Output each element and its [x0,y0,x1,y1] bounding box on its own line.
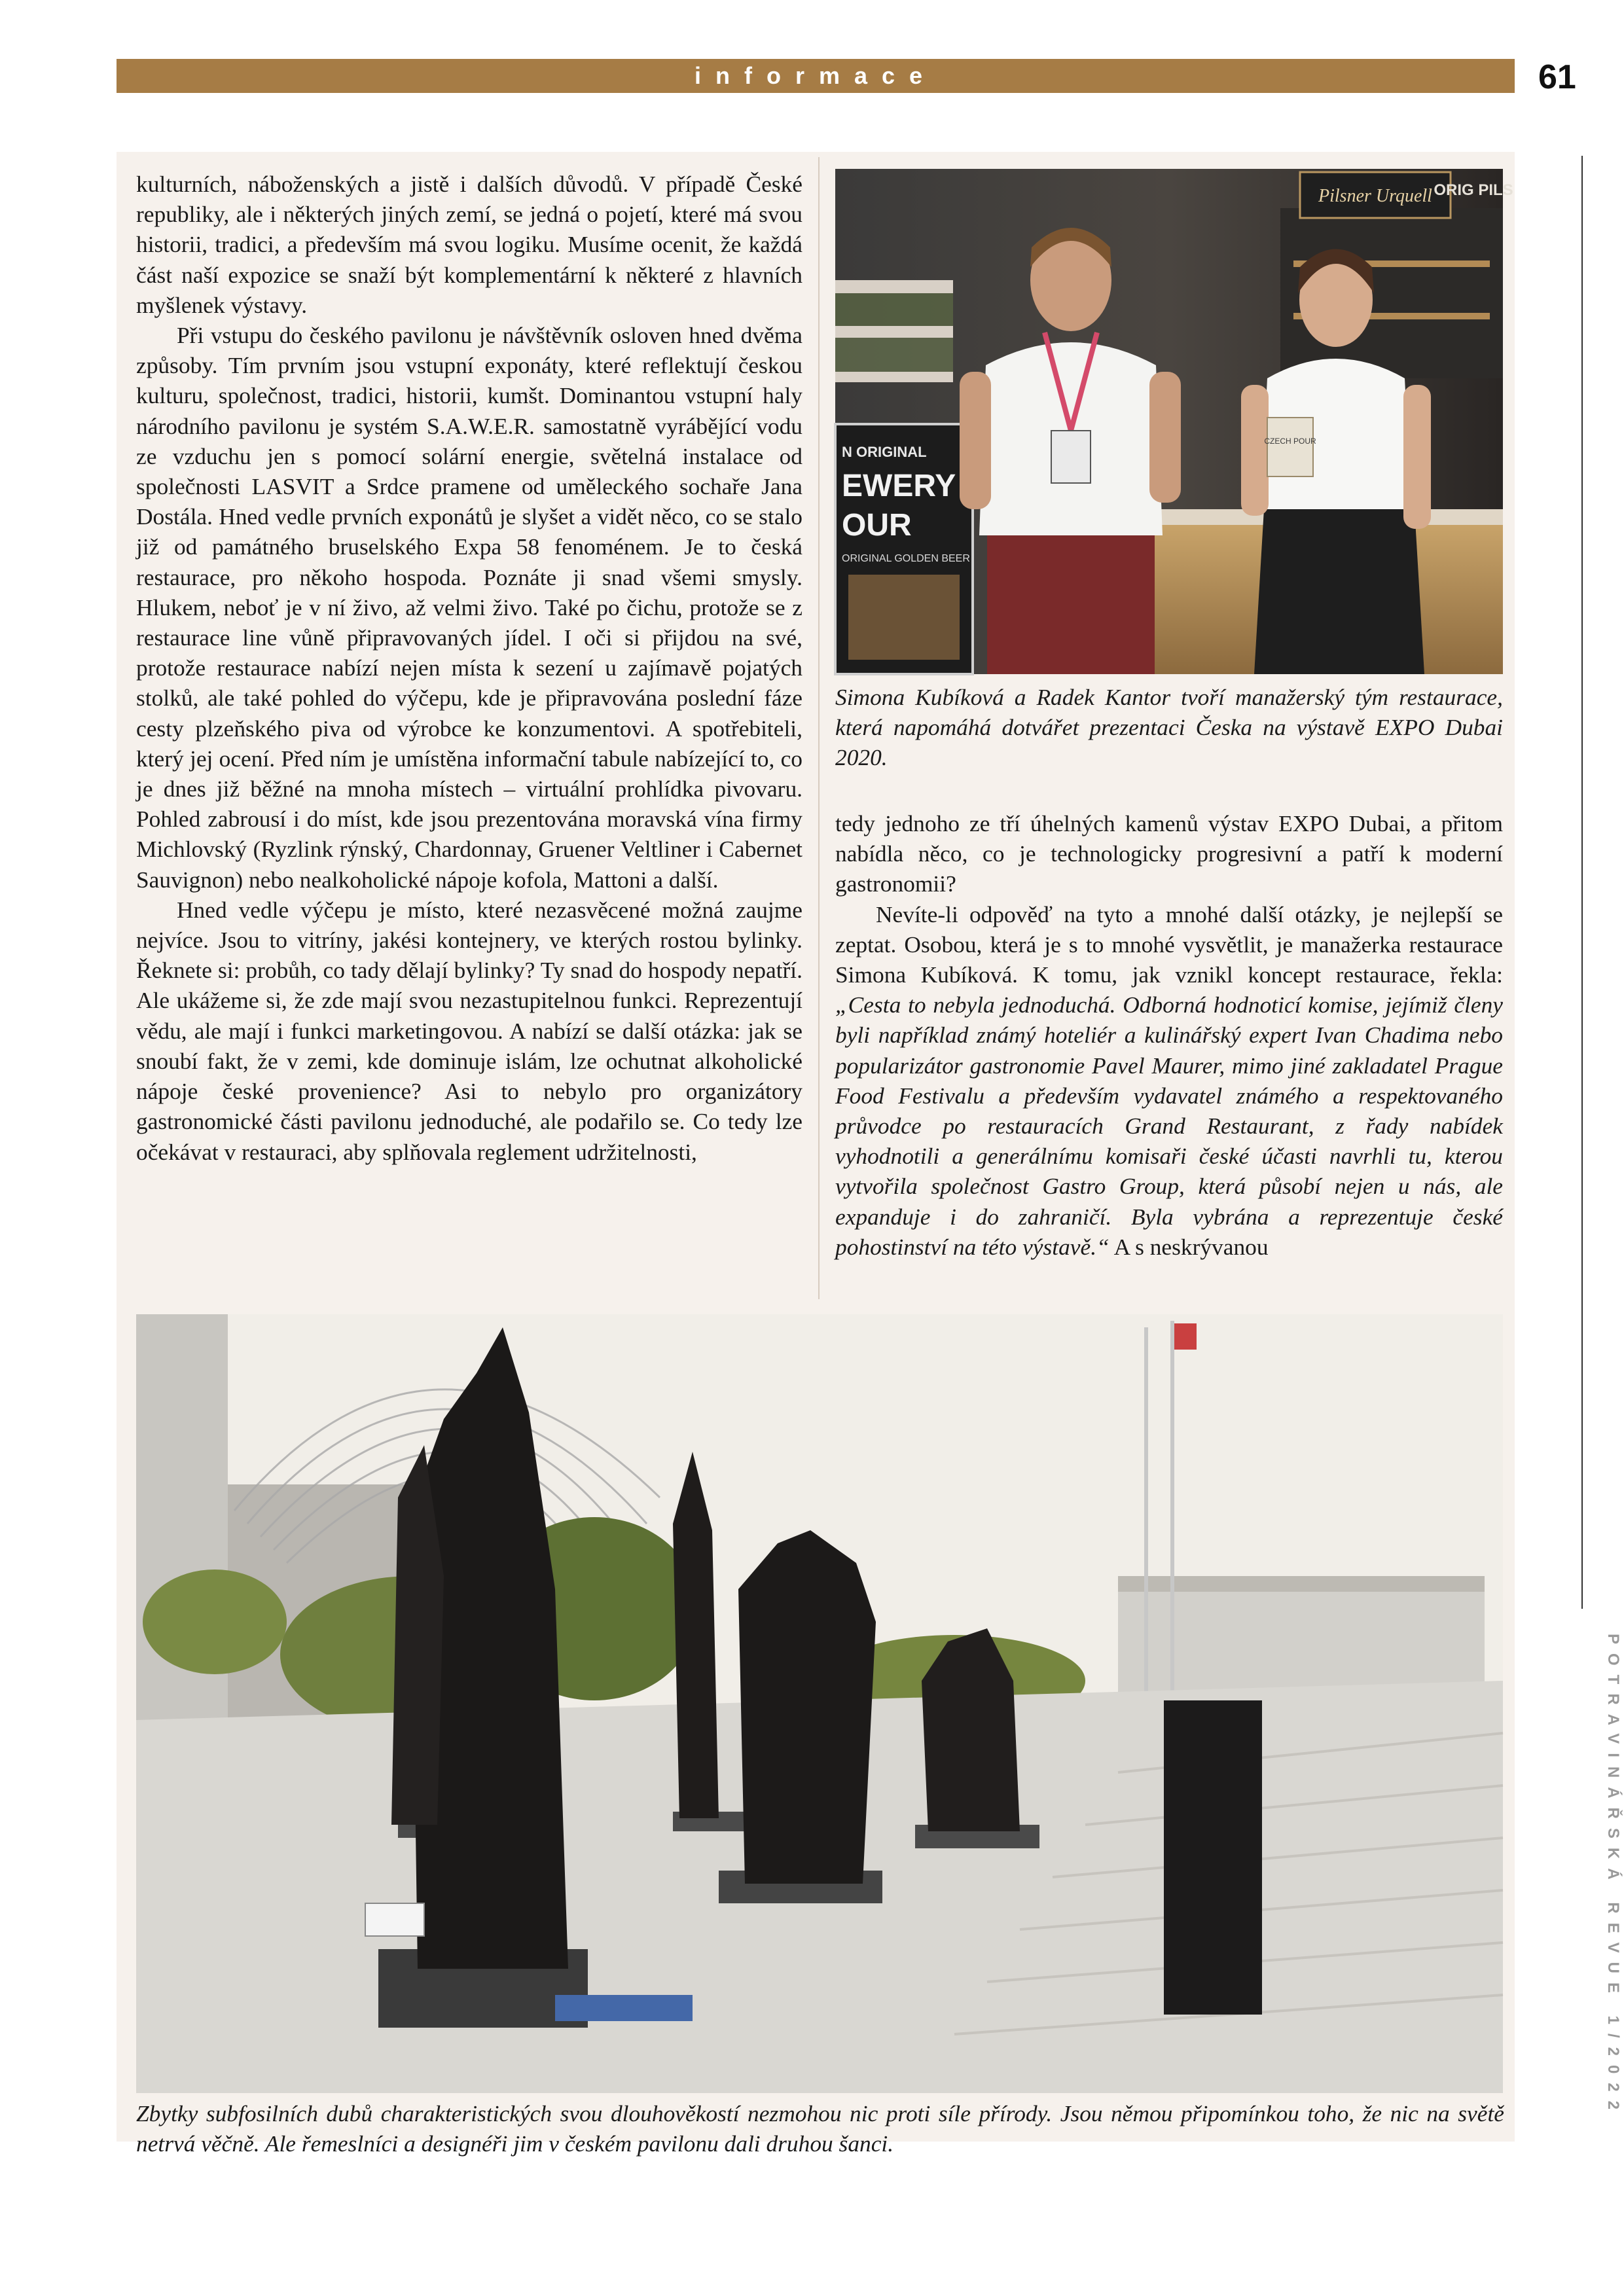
photo-restaurant-managers [835,169,1513,674]
column-divider [818,157,820,1299]
brand-sign-text: Pilsner Urquell [1318,186,1432,206]
photo-caption-oaks: Zbytky subfosilních dubů charakteristických svou dlouhověkostí nezmohou nic proti síle přírody. Jsou němou připomínkou toho, že nic na světě netrvá věčně. Ale řemeslníci a designéři jim v českém pavilonu dali druhou šanci. [136,2100,1504,2157]
quote-text: „Cesta to nebyla jednoduchá. Odborná hodnoticí komise, jejímiž členy byli například známý hoteliér a kulinářský expert Ivan Chadima nebo popularizátor gastronomie Pavel Maurer, mimo jiné zakladatel Prague Food Festivalu a především vydavatel známého a respektovaného průvodce po restauracích Grand Restaurant, z řady nabídek vyhodnotili a generálnímu komisaři české účasti navrhli tu, kterou vytvořila společnost Gastro Group, která působí nejen u nás, ale expanduje i do zahraničí. Byla vybrána a reprezentuje české pohostinství na této výstavě.“ [835,992,1503,1260]
tour-sign-line: OUR [842,508,912,543]
section-header-bar [117,59,1515,93]
paragraph-text: Nevíte-li odpověď na tyto a mnohé další otázky, je nejlepší se zeptat. Osobou, která je s to mnohé vysvětlit, je manažerka restaurace Simona Kubíková. K tomu, jak vznikl koncept restaurace, řekla: [835,901,1503,988]
sidebar-rule [1581,156,1583,1609]
article-column-right [835,808,1503,1300]
tour-sign-line: ORIGINAL GOLDEN BEER [842,553,970,564]
photo-restaurant-illustration [835,169,1513,674]
paragraph: Při vstupu do českého pavilonu je návštěvník osloven hned dvěma způsoby. Tím prvním jsou vstupní exponáty, které reflektují českou kulturu, společnost, tradici, historii, kumšt. Dominantou vstupní haly národního pavilonu je systém S.A.W.E.R. samostatně vyrábějící vodu ze vzduchu jen s pomocí solární energie, světelná instalace od společnosti LASVIT a Srdce pramene od uměleckého sochaře Jana Dostála. Hned vedle prvních exponátů je slyšet a vidět něco, co se stalo již od památného bruselského Expa 58 fenoménem. Je to česká restaurace, pro někoho hospoda. Poznáte ji snad všemi smysly. Hlukem, neboť je v ní živo, až velmi živo. Také po čichu, protože se z restaurace line vůně připravovaných jídel. I oči si přijdou na své, protože restaurace nabízí nejen místa k sezení u zajímavě pojatých stolků, ale také pohled do výčepu, kde je připravována poslední fáze cesty plzeňského piva od výrobce ke konzumentovi. A spotřebiteli, který jej ocení. Před ním je umístěna informační tabule nabízející to, co je dnes již běžné na mnoha místech – virtuální prohlídka pivovaru. Pohled zabrousí i do míst, kde jsou prezentována moravská vína firmy Michlovský (Ryzlink rýnský, Chardonnay, Gruener Veltliner i Cabernet Sauvignon) nebo nealkoholické nápoje kofola, Mattoni a další. [136,322,803,893]
tour-sign-line: EWERY [842,469,956,503]
photo-oak-sculptures [136,1314,1503,2093]
article-column-left [136,169,803,1301]
page-number: 61 [1538,58,1576,96]
paragraph: Hned vedle výčepu je místo, které nezasvěcené možná zaujme nejvíce. Jsou to vitríny, jakési kontejnery, ve kterých rostou bylinky. Řeknete si: probůh, co tady dělají bylinky? Ty snad do hospody nepatří. Ale ukážeme si, že zde mají svou nezastupitelnou funkci. Reprezentují vědu, ale mají i funkci marketingovou. A nabízí se další otázka: jak se snoubí fakt, že v zemi, kde dominuje islám, lze ochutnat alkoholické nápoje české provenience? Asi to nebylo pro organizátory gastronomické části pavilonu jednoduché, ale podařilo se. Co tedy lze očekávat v restauraci, aby splňovala reglement udržitelnosti, [136,896,803,1165]
box-label: CZECH POUR [1264,437,1316,446]
paragraph: kulturních, náboženských a jistě i dalších důvodů. V případě České republiky, ale i některých jiných zemí, se jedná o pojetí, které má svou historii, tradici, a především má svou logiku. Musíme ocenit, že každá část naší expozice se snaží být komplementární k některé z hlavních myšlenek výstavy. [136,171,803,318]
tour-sign-line: N ORIGINAL [842,444,927,460]
photo-caption-managers: Simona Kubíková a Radek Kantor tvoří manažerský tým restaurace, která napomáhá dotvářet prezentaci Česka na výstavě EXPO Dubai 2020. [835,684,1503,770]
brand-side-text: ORIG PILS [1434,181,1513,199]
photo-oak-illustration [136,1314,1503,2093]
paragraph [835,899,1503,1262]
paragraph: tedy jednoho ze tří úhelných kamenů výstav EXPO Dubai, a přitom nabídla něco, co je technologicky progresivní a patří k moderní gastronomii? [835,810,1503,897]
magazine-name-vertical: POTRAVINÁŘSKÁ REVUE 1/2022 [1604,1634,1622,2119]
paragraph-text: A s neskrývanou [1109,1233,1269,1260]
section-label: informace [694,62,937,89]
